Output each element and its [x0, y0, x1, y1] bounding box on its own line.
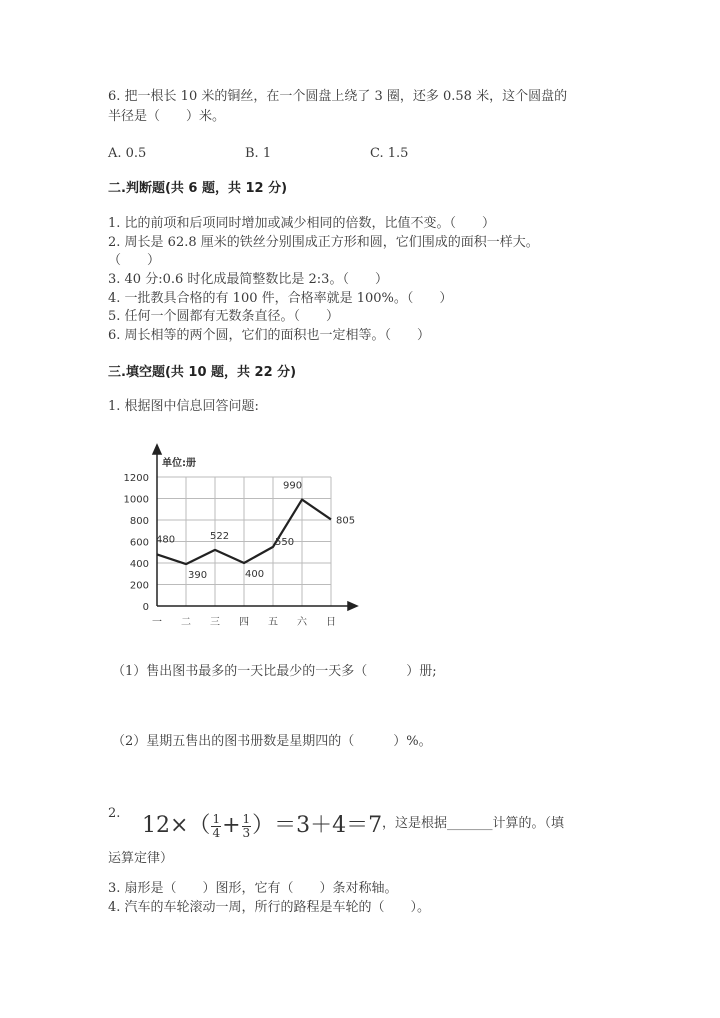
- data-point-label: 480: [156, 534, 176, 546]
- y-tick-label: 200: [129, 580, 149, 592]
- chart-x-ticks: [152, 616, 336, 628]
- data-point-label: 805: [336, 515, 356, 527]
- y-tick-label: 400: [129, 559, 149, 570]
- fill-q1-sub2: （2）星期五售出的图书册数是星期四的（ ）%。: [112, 734, 432, 749]
- data-point-label: 990: [283, 480, 303, 492]
- data-point-label: 550: [275, 536, 295, 548]
- chart-svg: [110, 440, 370, 630]
- q6-option-b: B. 1: [245, 146, 272, 161]
- judge-item-2-blank: （ ）: [108, 253, 161, 268]
- formula-suffix: ）＝3＋4＝7: [252, 813, 383, 838]
- fill-q2-tail: ，这是根据_______计算的。（填: [382, 816, 565, 831]
- q6-option-c: C. 1.5: [370, 146, 409, 161]
- fill-q2-number: 2.: [108, 806, 121, 821]
- fill-q1-prompt: 1. 根据图中信息回答问题:: [108, 399, 259, 414]
- formula-prefix: 12×（: [142, 813, 211, 838]
- y-tick-label: 0: [142, 602, 149, 613]
- chart-axes: [153, 445, 357, 610]
- data-point-label: 522: [210, 530, 230, 542]
- line-chart: [110, 440, 370, 634]
- fraction-1-4: $\frac{1}{4}$: [212, 811, 221, 840]
- data-point-label: 390: [188, 570, 208, 582]
- fill-q4: 4. 汽车的车轮滚动一周，所行的路程是车轮的（ ）。: [108, 900, 431, 915]
- y-tick-label: 1000: [123, 494, 149, 506]
- judge-item-2: 2. 周长是 62.8 厘米的铁丝分别围成正方形和圆，它们围成的面积一样大。: [108, 235, 539, 250]
- x-tick-label: 四: [239, 617, 249, 628]
- judge-item-6: 6. 周长相等的两个圆，它们的面积也一定相等。（ ）: [108, 328, 431, 343]
- fill-q2-formula: [142, 808, 382, 840]
- chart-unit-label: 单位:册: [162, 458, 196, 469]
- x-tick-label: 六: [297, 617, 307, 628]
- judge-item-5: 5. 任何一个圆都有无数条直径。（ ）: [108, 309, 340, 324]
- y-tick-label: 1200: [123, 473, 149, 484]
- y-tick-label: 600: [129, 537, 149, 549]
- judge-item-4: 4. 一批教具合格的有 100 件，合格率就是 100%。（ ）: [108, 291, 453, 306]
- q6-option-a: A. 0.5: [108, 146, 147, 161]
- fill-q3: 3. 扇形是（ ）图形，它有（ ）条对称轴。: [108, 881, 398, 896]
- fill-q1-sub1: （1）售出图书最多的一天比最少的一天多（ ）册;: [112, 664, 437, 679]
- chart-grid: [157, 477, 331, 606]
- q6-text-line2: 半径是（ ）米。: [108, 109, 226, 124]
- x-tick-label: 三: [210, 617, 220, 628]
- y-tick-label: 800: [129, 516, 149, 527]
- fraction-1-3: $\frac{1}{3}$: [242, 811, 251, 840]
- x-tick-label: 日: [326, 617, 336, 628]
- q6-text-line1: 6. 把一根长 10 米的铜丝，在一个圆盘上绕了 3 圈，还多 0.58 米，这个圆盘的: [108, 89, 568, 104]
- judge-item-3: 3. 40 分:0.6 时化成最简整数比是 2:3。（ ）: [108, 272, 388, 287]
- data-point-label: 400: [245, 569, 265, 580]
- x-tick-label: 五: [268, 617, 278, 628]
- section3-heading: 三.填空题(共 10 题，共 22 分): [108, 365, 297, 380]
- judge-item-1: 1. 比的前项和后项同时增加或减少相同的倍数，比值不变。（ ）: [108, 216, 496, 231]
- section2-heading: 二.判断题(共 6 题，共 12 分): [108, 181, 288, 196]
- x-tick-label: 二: [181, 617, 191, 628]
- x-tick-label: 一: [152, 617, 162, 628]
- fill-q2-line2: 运算定律）: [108, 851, 174, 866]
- chart-y-ticks: [124, 473, 149, 613]
- formula-plus: +: [222, 813, 241, 838]
